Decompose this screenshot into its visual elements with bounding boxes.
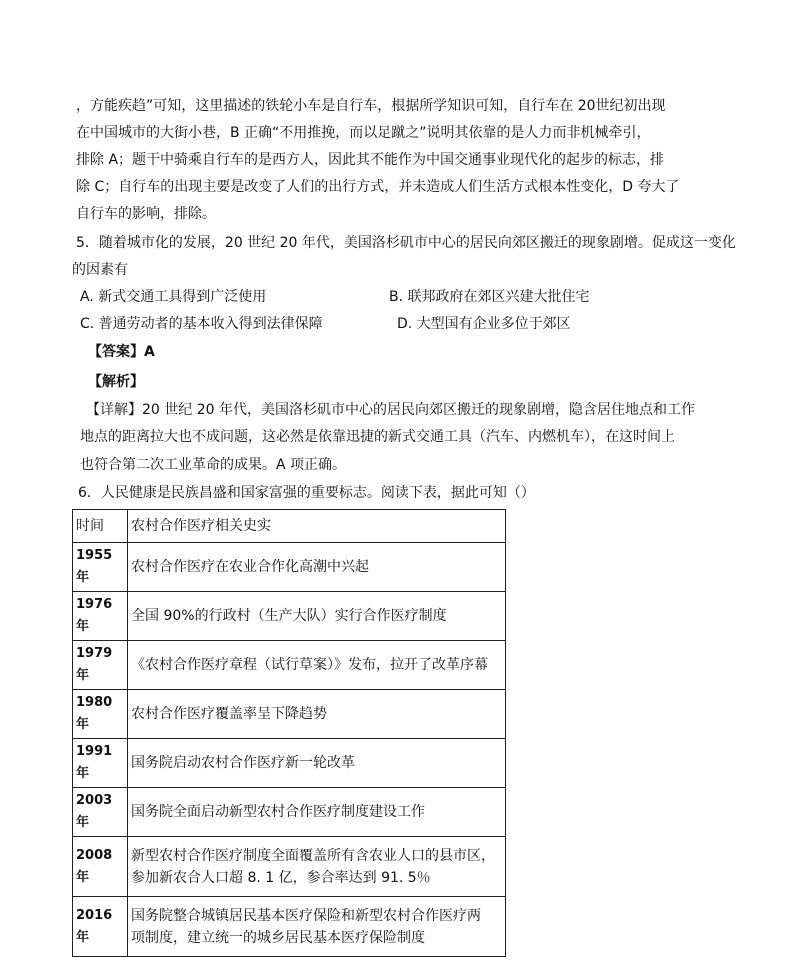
table-cell-fact: 《农村合作医疗章程（试行草案）》发布，拉开了改革序幕 bbox=[128, 641, 506, 690]
table-cell-year: 2008 年 bbox=[73, 837, 128, 897]
table-row bbox=[73, 690, 506, 739]
table-row bbox=[73, 897, 506, 957]
table-cell-fact: 农村合作医疗在农业合作化高潮中兴起 bbox=[128, 543, 506, 592]
q5-detail-line-2: 地点的距离拉大也不成问题，这必然是依靠迅捷的新式交通工具（汽车、内燃机车），在这时间上 bbox=[80, 429, 675, 445]
table-cell-year: 1955 年 bbox=[73, 543, 128, 592]
analysis-line-2: 在中国城市的大街小巷，B 正确“不用推挽，而以足蹴之”说明其依靠的是人力而非机械牵引， bbox=[76, 125, 651, 141]
q5-stem-line-1: 5．随着城市化的发展，20 世纪 20 年代，美国洛杉矶市中心的居民向郊区搬迁的现象剧增。促成这一变化 bbox=[76, 235, 736, 251]
table-header-time: 时间 bbox=[73, 510, 128, 543]
table-cell-fact: 国务院全面启动新型农村合作医疗制度建设工作 bbox=[128, 788, 506, 837]
table-cell-fact: 全国 90%的行政村（生产大队）实行合作医疗制度 bbox=[128, 592, 506, 641]
q5-option-c: C. 普通劳动者的基本收入得到法律保障 bbox=[80, 316, 323, 332]
q5-analysis-title: 【解析】 bbox=[88, 374, 144, 390]
table-cell-year: 1991 年 bbox=[73, 739, 128, 788]
table-row bbox=[73, 788, 506, 837]
table-cell-fact: 国务院启动农村合作医疗新一轮改革 bbox=[128, 739, 506, 788]
table-row bbox=[73, 641, 506, 690]
analysis-line-3: 排除 A；题干中骑乘自行车的是西方人，因此其不能作为中国交通事业现代化的起步的标志，排 bbox=[76, 152, 665, 168]
table-cell-fact-line-1: 新型农村合作医疗制度全面覆盖所有含农业人口的县市区， bbox=[131, 847, 495, 864]
q5-option-d: D. 大型国有企业多位于郊区 bbox=[397, 316, 571, 332]
analysis-line-1: ，方能疾趋”可知，这里描述的铁轮小车是自行车，根据所学知识可知，自行车在 20世纪初出现 bbox=[76, 98, 666, 114]
table-cell-year: 2016 年 bbox=[73, 897, 128, 957]
q5-detail-line-1: 【详解】20 世纪 20 年代，美国洛杉矶市中心的居民向郊区搬迁的现象剧增，隐含居住地点和工作 bbox=[86, 402, 695, 418]
table-row bbox=[73, 543, 506, 592]
q5-option-b: B. 联邦政府在郊区兴建大批住宅 bbox=[389, 289, 590, 305]
table-cell-fact bbox=[128, 897, 506, 957]
table-row bbox=[73, 739, 506, 788]
table-row bbox=[73, 837, 506, 897]
q5-answer: 【答案】A bbox=[88, 344, 155, 360]
table-cell-fact bbox=[128, 837, 506, 897]
table-header-fact: 农村合作医疗相关史实 bbox=[128, 510, 506, 543]
table-cell-year: 1979 年 bbox=[73, 641, 128, 690]
table-cell-fact-line-2: 参加新农合人口超 8. 1 亿，参合率达到 91. 5％ bbox=[131, 869, 431, 886]
q5-stem-line-2: 的因素有 bbox=[72, 262, 128, 278]
table-header-row bbox=[73, 510, 506, 543]
q5-detail-line-3: 也符合第二次工业革命的成果。A 项正确。 bbox=[80, 457, 347, 473]
analysis-line-4: 除 C；自行车的出现主要是改变了人们的出行方式，并未造成人们生活方式根本性变化，D 夸大了 bbox=[76, 179, 680, 195]
table-cell-year: 1980 年 bbox=[73, 690, 128, 739]
table-cell-fact-line-1: 国务院整合城镇居民基本医疗保险和新型农村合作医疗两 bbox=[131, 907, 481, 924]
table-cell-year: 2003 年 bbox=[73, 788, 128, 837]
table-cell-year: 1976 年 bbox=[73, 592, 128, 641]
q6-stem: 6．人民健康是民族昌盛和国家富强的重要标志。阅读下表，据此可知（） bbox=[78, 485, 535, 501]
table-cell-fact-line-2: 项制度，建立统一的城乡居民基本医疗保险制度 bbox=[131, 929, 425, 946]
analysis-line-5: 自行车的影响，排除。 bbox=[76, 206, 216, 222]
table-cell-fact: 农村合作医疗覆盖率呈下降趋势 bbox=[128, 690, 506, 739]
q5-option-a: A. 新式交通工具得到广泛使用 bbox=[80, 289, 267, 305]
table-row bbox=[73, 592, 506, 641]
history-table bbox=[72, 509, 506, 957]
